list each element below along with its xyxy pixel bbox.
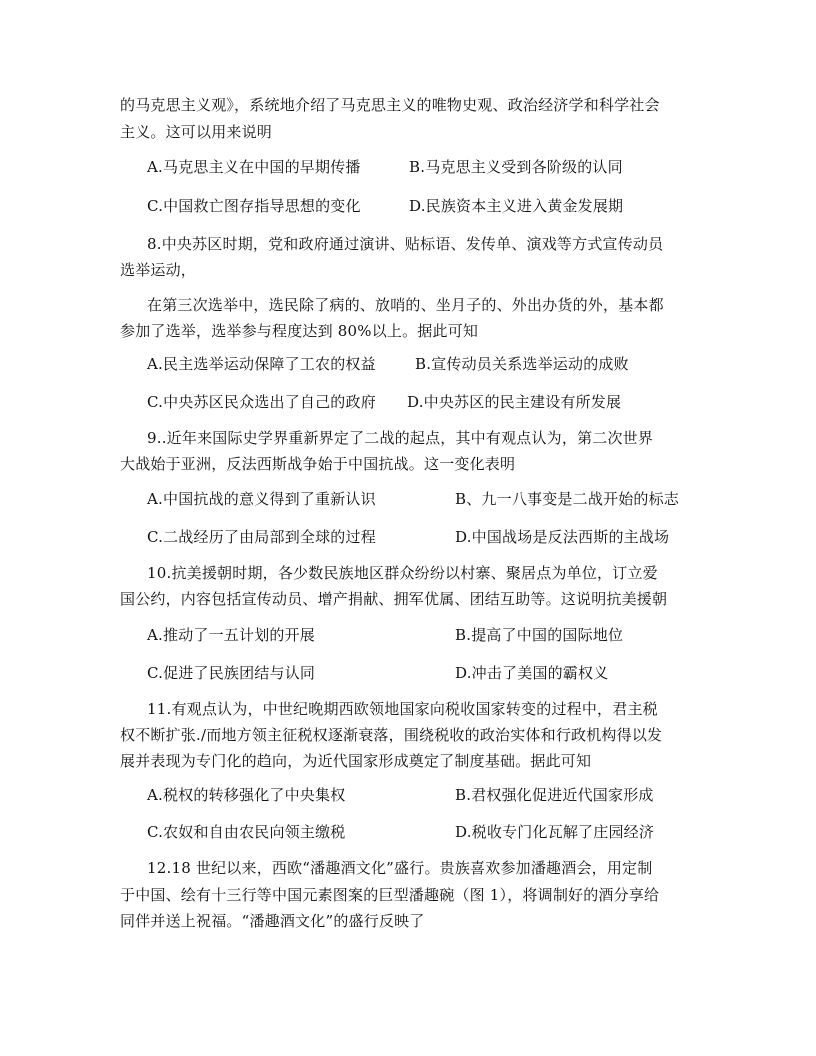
q9-option-b: B、九一八事变是二战开始的标志 [455, 490, 680, 508]
q7-stem-line-1: 的马克思主义观》，系统地介绍了马克思主义的唯物史观、政治经济学和科学社会 [120, 96, 660, 114]
q10-option-b: B.提高了中国的国际地位 [455, 626, 624, 644]
q7-option-b: B.马克思主义受到各阶级的认同 [409, 158, 623, 176]
q8-stem-line-3: 在第三次选举中，选民除了病的、放哨的、坐月子的、外出办货的外，基本都 [147, 296, 664, 314]
q8-option-c: C.中央苏区民众选出了自己的政府 [147, 393, 376, 411]
q11-stem-line-2: 权不断扩张./而地方领主征税权逐渐衰落，围绕税收的政治实体和行政机构得以发 [120, 726, 663, 744]
q8-option-b: B.宣传动员关系选举运动的成败 [415, 355, 629, 373]
q11-option-a: A.税权的转移强化了中央集权 [147, 786, 346, 804]
q10-stem-line-2: 国公约，内容包括宣传动员、增产捐献、拥军优属、团结互助等。这说明抗美援朝 [120, 590, 668, 608]
q9-option-d: D.中国战场是反法西斯的主战场 [455, 528, 670, 546]
q11-option-b: B.君权强化促进近代国家形成 [455, 786, 654, 804]
q11-stem-line-3: 展并表现为专门化的趋向，为近代国家形成奠定了制度基础。据此可知 [120, 752, 592, 770]
q11-option-c: C.农奴和自由农民向领主缴税 [147, 823, 346, 841]
q10-stem-line-1: 10.抗美援朝时期，各少数民族地区群众纷纷以村寨、聚居点为单位，订立爱 [147, 564, 658, 582]
q8-option-a: A.民主选举运动保障了工农的权益 [147, 355, 376, 373]
q10-option-d: D.冲击了美国的霸权义 [455, 664, 609, 682]
q8-stem-line-2: 选举运动， [120, 261, 197, 279]
q12-stem-line-2: 于中国、绘有十三行等中国元素图案的巨型潘趣碗（图 1），将调制好的酒分享给 [120, 886, 660, 904]
q10-option-c: C.促进了民族团结与认同 [147, 664, 316, 682]
q7-option-a: A.马克思主义在中国的早期传播 [147, 158, 361, 176]
q8-stem-line-1: 8.中央苏区时期，党和政府通过演讲、贴标语、发传单、演戏等方式宣传动员 [147, 235, 664, 253]
q9-stem-line-2: 大战始于亚洲，反法西斯战争始于中国抗战。这一变化表明 [120, 455, 516, 473]
q9-option-c: C.二战经历了由局部到全球的过程 [147, 528, 376, 546]
q7-option-c: C.中国救亡图存指导思想的变化 [147, 197, 361, 215]
q9-option-a: A.中国抗战的意义得到了重新认识 [147, 490, 376, 508]
q7-option-d: D.民族资本主义进入黄金发展期 [409, 197, 624, 215]
q7-stem-line-2: 主义。这可以用来说明 [120, 123, 273, 141]
q9-stem-line-1: 9..近年来国际史学界重新界定了二战的起点，其中有观点认为，第二次世界 [147, 429, 654, 447]
q10-option-a: A.推动了一五计划的开展 [147, 626, 316, 644]
q11-stem-line-1: 11.有观点认为，中世纪晚期西欧领地国家向税收国家转变的过程中，君主税 [147, 700, 658, 718]
q8-option-d: D.中央苏区的民主建设有所发展 [407, 393, 622, 411]
q11-option-d: D.税收专门化瓦解了庄园经济 [455, 823, 655, 841]
q12-stem-line-3: 同伴并送上祝福。“潘趣酒文化”的盛行反映了 [120, 912, 425, 930]
q8-stem-line-4: 参加了选举，选举参与程度达到 80%以上。据此可知 [120, 322, 479, 340]
q12-stem-line-1: 12.18 世纪以来，西欧“潘趣酒文化”盛行。贵族喜欢参加潘趣酒会，用定制 [147, 859, 653, 877]
